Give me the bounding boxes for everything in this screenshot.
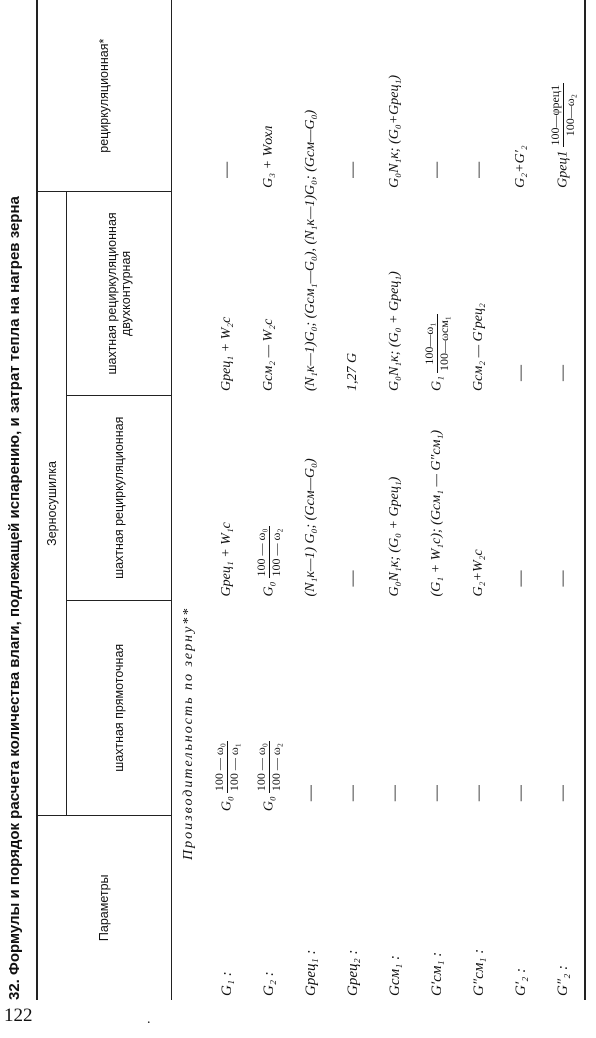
formula-prefix: G₁ (429, 376, 445, 392)
table-row (458, 0, 500, 1000)
cell-text: — (512, 365, 529, 382)
fraction-numerator: 100—ω₁ (423, 314, 438, 373)
table-row (500, 0, 542, 1000)
cell-b (332, 395, 374, 600)
cell-c (248, 192, 290, 395)
fraction (255, 741, 284, 793)
cell-d (500, 0, 542, 192)
cell-d (332, 0, 374, 192)
param-label: Gрец₁ : (302, 949, 319, 996)
fraction (549, 83, 578, 148)
cell-d (248, 0, 290, 192)
cell-text: — (554, 365, 571, 382)
cell-text: — (344, 785, 361, 802)
fraction-denominator: 100 — ω₂ (268, 528, 283, 577)
fraction-denominator: 100 — ω₁ (226, 743, 241, 792)
recirc-header: рециркуляционная* (37, 0, 172, 192)
cell-text: — (512, 570, 529, 587)
subheader-straight: шахтная прямоточная (67, 600, 172, 815)
param-label: G′₂ : (512, 967, 529, 996)
cell-b (290, 395, 332, 600)
cell-text: (N₁к—1) G₀; (Gсм—G₀) (303, 458, 318, 597)
cell-text: Gсм₂ — W₂с (261, 318, 276, 392)
cell-text: — (554, 570, 571, 587)
cell-d (206, 0, 248, 192)
fraction-denominator: 100—ω₂ (562, 94, 577, 137)
cell-c (374, 192, 416, 395)
fraction-numerator: 100—φрец1 (547, 84, 562, 146)
fraction-denominator: 100—ωсм₁ (436, 316, 451, 372)
param-cell (374, 815, 416, 1000)
table-row (416, 0, 458, 1000)
fraction (423, 314, 452, 373)
cell-a (416, 600, 458, 815)
cell-text: G₀N₁к; (G₀ + Gрец₁) (387, 271, 402, 392)
cell-text: Gрец₁ + W₂с (219, 316, 234, 392)
param-cell (290, 815, 332, 1000)
cell-text: Gрец₁ + W₁с (219, 522, 234, 597)
margin-mark: . (147, 1012, 151, 1027)
formula-prefix: G₀ (261, 796, 277, 812)
cell-a (248, 600, 290, 815)
cell-text: (G₁ + W₁с); (Gсм₁ — G″см₁) (429, 429, 444, 597)
param-cell (542, 815, 585, 1000)
cell-a (500, 600, 542, 815)
cell-c (458, 192, 500, 395)
subheader-dual: шахтная рециркуляционная двухконтурная (67, 192, 172, 395)
cell-d (416, 0, 458, 192)
cell-text: — (302, 785, 319, 802)
cell-text: — (470, 161, 487, 178)
cell-text: — (470, 785, 487, 802)
cell-text: Gсм₂ — G′рец₂ (471, 303, 486, 392)
cell-b (458, 395, 500, 600)
cell-c (290, 109, 332, 395)
params-header: Параметры (37, 815, 172, 1000)
cell-d (458, 0, 500, 192)
cell-b (542, 395, 585, 600)
cell-b (500, 395, 542, 600)
table-row (542, 0, 585, 1000)
cell-a (206, 600, 248, 815)
fraction-numerator: 100 — ω₀ (211, 743, 226, 792)
formula-table (36, 0, 586, 1000)
fraction-numerator: 100 — ω₀ (253, 743, 268, 792)
cell-a (542, 600, 585, 815)
param-label: G″₂ : (554, 964, 571, 996)
table-row (206, 0, 248, 1000)
table-row (248, 0, 290, 1000)
param-label: Gрец₂ : (344, 949, 361, 996)
fraction-denominator: 100 — ω₂ (268, 743, 283, 792)
param-label: G₂ : (260, 971, 277, 996)
param-label: Gсм₁ : (386, 954, 403, 996)
param-label: G′см₁ : (428, 951, 445, 996)
cell-b (206, 395, 248, 600)
cell-text: G₃ + Wохл (261, 125, 276, 188)
table-row (374, 0, 416, 1000)
cell-text: — (344, 570, 361, 587)
param-cell (332, 815, 374, 1000)
cell-d (374, 0, 416, 192)
cell-a (374, 600, 416, 815)
cell-a (332, 600, 374, 815)
cell-a (458, 600, 500, 815)
cell-text: — (428, 161, 445, 178)
table-caption: 32. Формулы и порядок расчета количества влаги, подлежащей испарению, и затрат тепла на нагрев зерна (6, 196, 23, 1000)
formula-prefix: G₀ (261, 581, 277, 597)
cell-text: (N₁к—1)G₀; (Gсм₁—G₀), (N₁к—1)G₀; (Gсм—G₀) (303, 109, 318, 392)
table-header (37, 0, 172, 1000)
cell-b (416, 395, 458, 600)
cell-b (374, 395, 416, 600)
formula-prefix: G₀ (219, 796, 235, 812)
cell-c (542, 192, 585, 395)
cell-text: — (344, 161, 361, 178)
cell-text: — (218, 161, 235, 178)
param-cell (248, 815, 290, 1000)
param-cell (500, 815, 542, 1000)
param-cell (206, 815, 248, 1000)
cell-text: G₀N₁к; (G₀ + Gрец₁) (387, 476, 402, 597)
table-row (332, 0, 374, 1000)
cell-text: — (386, 785, 403, 802)
cell-text: — (554, 785, 571, 802)
cell-c (416, 192, 458, 395)
cell-d (542, 0, 585, 192)
cell-text: G₂+G′₂ (513, 145, 528, 188)
cell-text: G₂+W₂с (471, 549, 486, 597)
cell-c (206, 192, 248, 395)
fraction (255, 526, 284, 578)
fraction-numerator: 100 — ω₀ (253, 528, 268, 577)
section-label: Производительность по зерну** (181, 606, 196, 860)
subheader-recirc: шахтная рециркуляционная (67, 395, 172, 600)
table-row (290, 0, 332, 1000)
cell-c (500, 192, 542, 395)
table-body (172, 0, 586, 1000)
cell-text: — (512, 785, 529, 802)
param-cell (416, 815, 458, 1000)
param-label: G″см₁ : (470, 948, 487, 996)
group-header: Зерносушилка (44, 461, 59, 546)
cell-text: G₀N₁к; (G₀+Gрец₁) (387, 74, 402, 188)
cell-text: 1,27 G (345, 352, 360, 392)
cell-a (290, 600, 332, 815)
fraction (213, 741, 242, 793)
param-cell (458, 815, 500, 1000)
formula-prefix: Gрец1 (555, 150, 571, 188)
cell-c (332, 192, 374, 395)
param-label: G₁ : (218, 971, 235, 996)
page-number: 122 (4, 1005, 33, 1026)
cell-text: — (428, 785, 445, 802)
cell-b (248, 395, 290, 600)
